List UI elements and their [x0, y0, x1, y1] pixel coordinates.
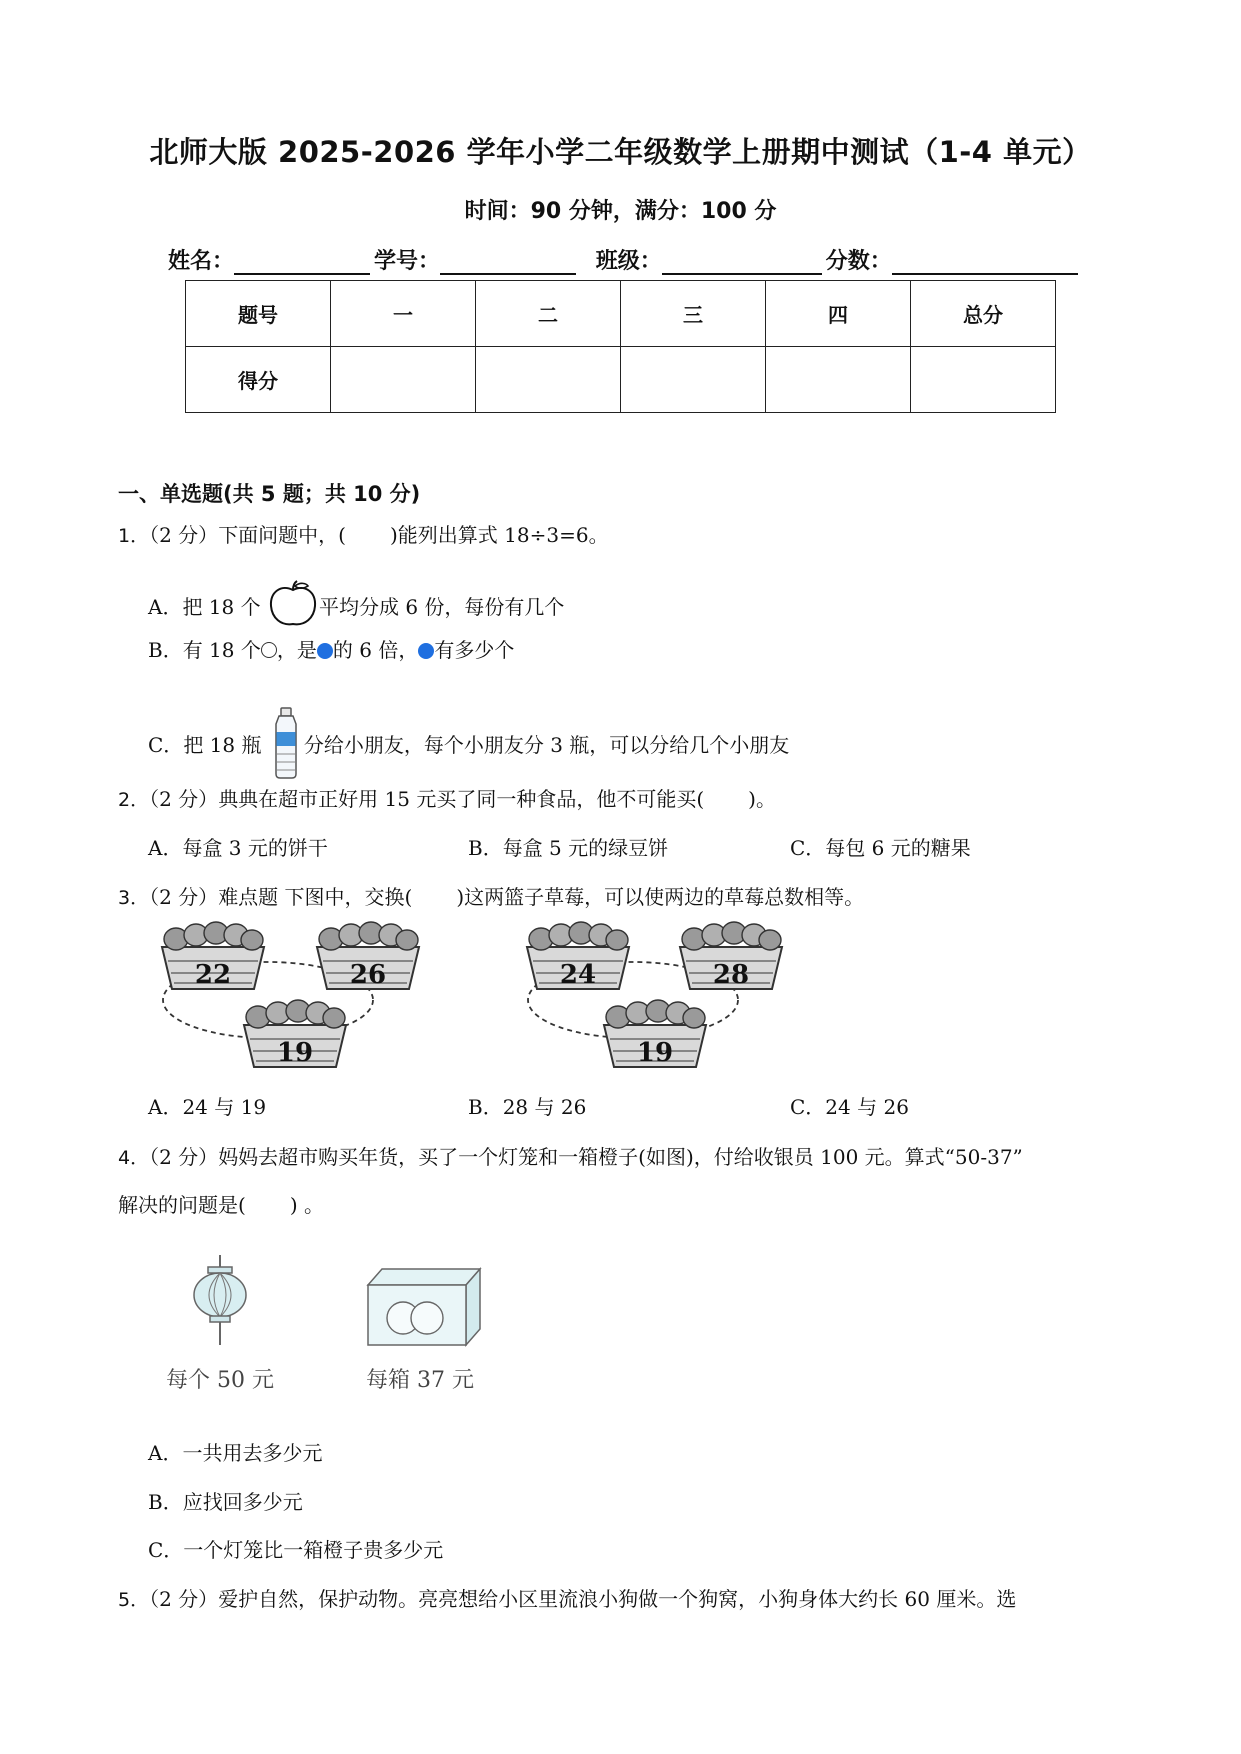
- option-text: 有多少个: [434, 638, 515, 662]
- question-text: 典典在超市正好用 15 元买了同一种食品，他不可能买(: [218, 787, 705, 811]
- q4-option-c[interactable]: C．一个灯笼比一箱橙子贵多少元: [148, 1538, 444, 1562]
- score-entry-cell[interactable]: [621, 347, 766, 413]
- question-3: [118, 884, 864, 911]
- basket-number: 24: [559, 960, 597, 990]
- table-cell: 四: [766, 281, 911, 347]
- question-text: 爱护自然，保护动物。亮亮想给小区里流浪小狗做一个狗窝，小狗身体大约长 60 厘米。选: [218, 1587, 1017, 1611]
- score-entry-cell[interactable]: [911, 347, 1056, 413]
- section-heading: 一、单选题(共 5 题；共 10 分): [118, 482, 421, 506]
- basket-number: 28: [712, 960, 750, 990]
- lantern-price-caption: 每个 50 元: [166, 1368, 274, 1393]
- table-cell: 题号: [186, 281, 331, 347]
- q3-option-c[interactable]: C．24 与 26: [790, 1095, 909, 1119]
- q2-option-b[interactable]: B．每盒 5 元的绿豆饼: [468, 836, 669, 860]
- score-table-score-row: [186, 347, 1056, 413]
- strawberry-baskets-figure: [150, 915, 820, 1075]
- question-points: （2 分）: [149, 787, 219, 811]
- score-entry-cell[interactable]: [476, 347, 621, 413]
- question-text: 妈妈去超市购买年货，买了一个灯笼和一箱橙子(如图)，付给收银员 100 元。算式“50-37”: [218, 1145, 1023, 1169]
- option-text: 把 18 个: [182, 595, 261, 619]
- question-points: （2 分）: [149, 1587, 219, 1611]
- page-title: 北师大版 2025-2026 学年小学二年级数学上册期中测试（1-4 单元）: [149, 135, 1092, 169]
- option-text: 有 18 个: [182, 638, 261, 662]
- score-table-header-row: [186, 281, 1056, 347]
- question-text: ) 。: [289, 1193, 324, 1217]
- basket-number: 22: [194, 960, 232, 990]
- question-points: （2 分）: [149, 523, 219, 547]
- option-text: ，是: [276, 638, 317, 662]
- question-text: 下面问题中，(: [218, 523, 346, 547]
- question-4-line2: [118, 1192, 324, 1218]
- option-label: B．: [148, 638, 183, 662]
- question-number: 2．: [118, 789, 150, 811]
- q1-option-b[interactable]: [148, 637, 514, 663]
- table-cell: 三: [621, 281, 766, 347]
- name-label: 姓名：: [168, 249, 235, 274]
- question-number: 1．: [118, 525, 150, 547]
- basket-number: 26: [349, 960, 387, 990]
- question-number: 4．: [118, 1147, 150, 1169]
- q4-option-b[interactable]: B．应找回多少元: [148, 1490, 303, 1514]
- question-text: )这两篮子草莓，可以使两边的草莓总数相等。: [456, 885, 865, 909]
- name-blank[interactable]: [234, 249, 370, 275]
- blue-dot-icon: [418, 643, 434, 659]
- option-text: 分给小朋友，每个小朋友分 3 瓶，可以分给几个小朋友: [303, 733, 790, 757]
- blue-dot-icon: [317, 643, 333, 659]
- option-text: 平均分成 6 份，每份有几个: [318, 595, 565, 619]
- table-cell: 得分: [186, 347, 331, 413]
- score-entry-cell[interactable]: [766, 347, 911, 413]
- q1-option-a[interactable]: [148, 580, 564, 628]
- water-bottle-icon: [268, 706, 304, 780]
- id-blank[interactable]: [440, 249, 576, 275]
- q2-option-a[interactable]: A．每盒 3 元的饼干: [148, 836, 328, 860]
- student-info-row: [168, 244, 1082, 275]
- score-table: [185, 280, 1056, 413]
- question-text: 解决的问题是(: [118, 1193, 246, 1217]
- class-blank[interactable]: [662, 249, 822, 275]
- option-label: C．: [148, 733, 184, 757]
- question-points: （2 分）: [149, 1145, 219, 1169]
- id-label: 学号：: [374, 249, 441, 274]
- apple-icon: [267, 580, 319, 628]
- score-blank[interactable]: [892, 249, 1078, 275]
- question-text: 难点题 下图中，交换(: [218, 885, 413, 909]
- score-label: 分数：: [825, 249, 892, 274]
- class-label: 班级：: [595, 249, 662, 274]
- question-number: 3．: [118, 887, 150, 909]
- table-cell: 二: [476, 281, 621, 347]
- hollow-circle-icon: [261, 642, 277, 658]
- q3-option-a[interactable]: A．24 与 19: [148, 1095, 267, 1119]
- q4-option-a[interactable]: A．一共用去多少元: [148, 1441, 323, 1465]
- table-cell: 总分: [911, 281, 1056, 347]
- question-2: [118, 786, 776, 813]
- option-text: 把 18 瓶: [183, 733, 262, 757]
- exam-subtitle: 时间：90 分钟，满分：100 分: [464, 199, 777, 224]
- q2-option-c[interactable]: C．每包 6 元的糖果: [790, 836, 971, 860]
- basket-number: 19: [636, 1038, 674, 1068]
- q3-option-b[interactable]: B．28 与 26: [468, 1095, 587, 1119]
- q1-option-c[interactable]: [148, 706, 789, 780]
- question-5: [118, 1586, 1138, 1613]
- option-label: A．: [148, 595, 183, 619]
- option-text: 的 6 倍，: [332, 638, 419, 662]
- orange-box-icon: [368, 1269, 480, 1345]
- lantern-icon: [194, 1255, 246, 1345]
- question-points: （2 分）: [149, 885, 219, 909]
- question-text: )。: [748, 787, 776, 811]
- box-price-caption: 每箱 37 元: [366, 1368, 474, 1393]
- question-text: )能列出算式 18÷3=6。: [390, 523, 609, 547]
- question-1: [118, 522, 609, 549]
- question-number: 5．: [118, 1589, 150, 1611]
- lantern-and-orange-box-figure: [150, 1255, 510, 1400]
- table-cell: 一: [331, 281, 476, 347]
- question-4: [118, 1144, 1128, 1171]
- score-entry-cell[interactable]: [331, 347, 476, 413]
- basket-number: 19: [276, 1038, 314, 1068]
